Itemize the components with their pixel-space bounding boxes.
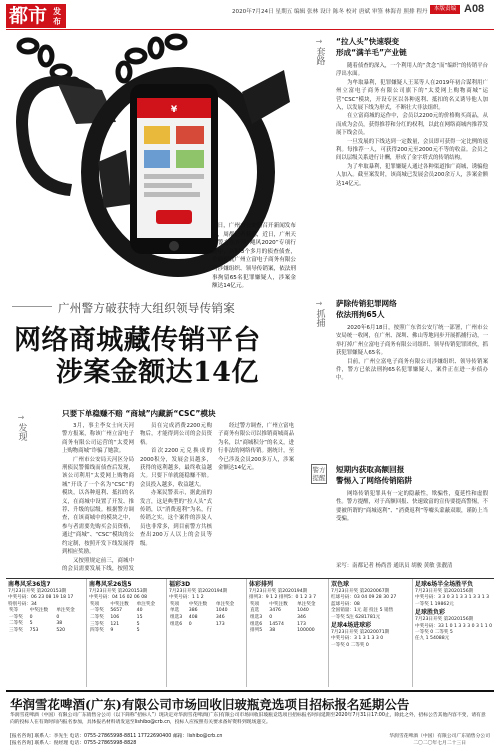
table-cell: 5657	[110, 608, 123, 614]
main-headline-line2: 涉案金额达14亿	[56, 357, 259, 388]
table-cell: 15	[136, 615, 143, 620]
table-cell: 0	[188, 621, 192, 627]
ticker-title: 足球4场进球彩	[331, 622, 372, 630]
ticker-row: 排列3：9 1 2 排列5：0 1 2 3 7	[249, 595, 317, 601]
page-number: A08	[464, 3, 485, 15]
table-cell: 753	[29, 628, 39, 633]
arrow-right-icon: →	[315, 299, 323, 308]
table-cell: 38	[269, 628, 276, 634]
ticker-row: 一等奖 1 19862元	[415, 601, 454, 607]
paragraph: 广州市公安局天河区分局刑侦民警循线而侦查后发现，该公司利用“太爱网上购物商城”开设了一个名为“CSC”的模块，以各种返利、抵扣的名义，在商城中设置了开发、推荐、升级的层级。根据警方调查，在该商城中的模块之中，参与者需要先购买会员资格，通过“商城”、“CSC”模块的公约定制，按照开发下线发展得到相应奖励。	[62, 456, 134, 556]
table-cell: 1040	[297, 608, 309, 614]
table-cell: 单注奖金	[297, 601, 316, 607]
table-cell: 中奖注数	[110, 601, 129, 607]
section-label-text: 发现	[16, 423, 27, 441]
arrow-right-icon: →	[17, 413, 25, 422]
header-rule	[6, 29, 494, 30]
paragraph: 3月，事主李女士向天河警方报案，称该广州立富电子商务有限公司运营的“太爱网上购物商城”诈骗了她款。	[62, 423, 134, 455]
ticker-row: 7月23日开奖 第2020153期	[89, 589, 148, 594]
ticker-table	[249, 602, 324, 635]
table-cell: 中奖注数	[269, 601, 288, 607]
ticker-col	[412, 579, 494, 687]
table-cell: 三等奖	[90, 621, 104, 627]
table-cell: 3476	[269, 608, 281, 614]
ticker-title: 南粤风采26选5	[89, 581, 132, 588]
ad-sign-company: 华润雪花啤酒（中国）有限公司广东销售分公司	[389, 734, 490, 739]
table-cell: 奖项	[170, 601, 180, 607]
section-label-text: 套路	[314, 47, 325, 65]
ad-signature	[389, 733, 490, 747]
svg-text:¥: ¥	[170, 105, 178, 115]
ticker-row: 7月23日开奖 第2020067期	[331, 589, 390, 594]
table-cell: 0	[29, 614, 33, 620]
paragraph: 为了牟取暴利，犯罪嫌疑人通过各种渠道推广商城，诱骗他人加入。截至案发时，该商城已发展会员200余万人，涉案金额达14亿元。	[336, 163, 488, 187]
table-cell: 386	[188, 608, 198, 614]
ticker-table	[169, 602, 242, 628]
table-cell: 直选	[250, 608, 260, 614]
ticker-row: 特别号码：34	[8, 601, 37, 607]
table-cell: 排列5	[250, 628, 263, 634]
section-label-text: 警方提醒	[312, 466, 326, 482]
ticker-title: 双色球	[331, 581, 350, 588]
paragraph: 目前，广州立富电子商务有限公司涉嫌组织、领导传销案件，警方已依法刑拘65名犯罪嫌疑人，案件正在进一步侦办中。	[336, 358, 488, 382]
ticker-row: 中奖号码：33 1 0 1 3 3 3 0 3 1 1 0	[415, 623, 493, 629]
story-d-subhead-2: 警惕入了网络传销陷阱	[336, 476, 412, 485]
section-label-arrest	[312, 298, 326, 327]
table-cell: 单注奖金	[56, 608, 75, 614]
ticker-row: 一等奖 5注 6281781元	[331, 614, 381, 620]
story-c-body	[336, 324, 488, 454]
lottery-ticker	[6, 578, 494, 686]
table-cell: 单注奖金	[136, 601, 156, 607]
table-cell: 四等奖	[90, 628, 104, 634]
ticker-row: 7月23日开奖 第2020156期	[415, 589, 474, 594]
byline: 采写：南都记者 杨尚晋 通讯员 胡骏 黄敏 张靓清	[336, 563, 453, 569]
table-cell: 5	[136, 621, 140, 627]
table-cell: 106	[110, 615, 120, 620]
table-cell: 单注奖金	[215, 601, 235, 607]
section-masthead	[6, 4, 66, 28]
ticker-col	[246, 579, 326, 687]
story-d-subhead-1: 短期内获取高额回报	[336, 465, 405, 474]
table-cell: 408	[188, 615, 198, 620]
main-headline-line1: 网络商城藏传销平台	[14, 325, 261, 356]
table-cell: 奖项	[90, 601, 100, 607]
ticker-title: 南粤风采36选7	[8, 581, 51, 588]
paragraph: 随着侦查的深入，一个利用人的“贪念”而“编织”的传销平台浮出水面。	[336, 63, 488, 78]
paragraph: 员在完成消费2200元购物后，才能得到公司的会员资格。	[140, 423, 212, 446]
ad-body: 华润雪花啤酒（中国）有限公司广东销售分公司（以下简称“招标人”）现决定对华润雪花啤酒(广东)有限公司市场回收旧玻瓶竞选项目招标报名时间延期至2020年7月31日17:00止，除此之外，招标公告其他内容不变，请有意向的投标人在有效时间内报名参加，具体报名材料请发送至lishibo@crb.cn，投标人应按照有关要求备好资料到现场递交。	[10, 713, 486, 726]
table-cell: 9	[110, 628, 114, 634]
table-cell: 二等奖	[9, 621, 23, 627]
ticker-table	[89, 602, 162, 635]
section-title: 都市	[9, 5, 48, 27]
ad-title: 华润雪花啤酒(广东)有限公司市场回收旧玻瓶竞选项目招标报名延期公告	[10, 697, 410, 712]
tender-notice-ad	[6, 690, 494, 746]
ticker-row: 红球号码：03 04 09 28 30 27	[331, 595, 397, 601]
ticker-table	[8, 608, 82, 634]
story-b-subhead-2: 形成“满羊毛”产业链	[336, 48, 407, 57]
table-cell: 中奖注数	[188, 601, 208, 607]
table-cell: 38	[56, 621, 63, 627]
table-cell: 组选3	[250, 615, 263, 620]
kicker-rule	[12, 306, 52, 307]
table-cell: 奖等	[9, 608, 19, 614]
table-cell: 单选	[170, 608, 180, 614]
ticker-row: 7月23日开奖 第2020071期	[331, 630, 390, 636]
section-label-discover	[14, 412, 28, 441]
ticker-row: 中奖号码：06 23 08 19 18 17	[8, 595, 74, 601]
main-col-1	[62, 422, 134, 572]
ticker-row: 一等奖 0 二等奖 0	[331, 642, 369, 648]
main-subhead: 只要下单稳赚不赔 “商城”内藏新“CSC”模块	[62, 409, 216, 418]
table-cell: 三等奖	[9, 628, 23, 633]
table-cell: 中奖注数	[29, 608, 49, 614]
table-cell: 5	[136, 628, 140, 634]
paragraph: 办案民警表示，据此前的发言，这是典型的“拉人头”式传销，以“消费返利”为名，行传销之实。这个案件的涉及人员也非常多，到目前警方共核查出200万人以上的会员等级。	[140, 490, 212, 547]
section-label-routine	[312, 36, 326, 65]
story-c-subhead-2: 依法刑拘65人	[336, 310, 385, 319]
ticker-row: 7月23日开奖 第2020156期	[415, 617, 474, 623]
photo-caption: 昨日，广州市公安局召开新闻发布会，周都记者获悉，近日，广州天河警方在开展“飓风2020”专项行动中，历时3个多月的侦查侦查，全面彻底广州立富电子商务有限公司涉嫌组织、领导传销案，依法刑事拘留65名犯罪嫌疑人，涉案金额达14亿元。	[212, 223, 296, 290]
table-cell: 121	[110, 621, 120, 627]
table-cell: 40	[136, 608, 143, 614]
table-cell: 奖项	[250, 601, 260, 607]
ad-contact-line: [报名咨询] 联系人：李先生 电话：0755-27865998-8811 17722690400 邮箱：lishibo@crb.cn	[10, 734, 223, 739]
section-subtitle: 发布	[53, 6, 61, 26]
edition-meta: 2020年7月24日 星期五 编辑 张林 设计 陈冬 校对 唐斌 审签 林海青 照排 程丹	[232, 9, 428, 15]
editor-tag: 本版责编	[430, 5, 460, 14]
paragraph: 网络传销犯罪具有一定的隐蔽性，欺骗性，蔓延性和虚假性。警方提醒，对于高额回报、快速致富的宣传要提高警惕，不要被所谓的“商城返利”、“消费返利”等噱头蒙蔽双眼，谨防上当受骗。	[336, 491, 488, 523]
ticker-row: 蓝球号码：08	[331, 601, 360, 607]
table-cell: 一等奖	[90, 608, 104, 614]
ticker-row: 全国销量：1元 超 投注 5 销售	[331, 608, 394, 614]
story-c-subhead-1: 萨除传销犯罪网络	[336, 299, 397, 308]
table-cell: 100000	[297, 628, 315, 634]
table-cell: 0	[269, 615, 273, 620]
table-cell: 14574	[269, 621, 284, 627]
ticker-title: 足球胜负彩	[415, 609, 446, 617]
ticker-col	[166, 579, 244, 687]
section-label-police-tip	[311, 464, 327, 484]
phone-icon	[130, 84, 218, 254]
table-cell: 346	[215, 615, 225, 620]
ticker-col	[6, 579, 84, 687]
table-cell: 173	[297, 621, 306, 627]
paragraph: 一旦发展的下线达到一定数量，会员即可获得一定比例的返利。每推荐一人，可获得200元至2000元不等的收益。会员之间以层级关系进行计酬，形成了金字塔式的传销结构。	[336, 138, 488, 162]
ticker-title: 足球6场半全场胜平负	[415, 581, 474, 588]
arrow-right-icon: →	[315, 37, 323, 46]
table-cell: 组选6	[250, 621, 263, 627]
ticker-row: 7月23日开奖 第2020153期	[8, 589, 67, 594]
ticker-col	[328, 579, 410, 687]
table-cell: 346	[297, 615, 306, 620]
table-cell: 一等奖	[9, 614, 23, 620]
ticker-row: 中奖号码：1 1 2	[169, 595, 204, 601]
ticker-title: 福彩3D	[169, 581, 191, 588]
ticker-row: 中奖号码：04 16 02 06 08	[89, 595, 148, 601]
ticker-row: 中奖号码：3 1 3 1 3 3 0	[331, 636, 384, 642]
ad-sign-date: 二〇二〇年七月二十三日	[413, 741, 467, 746]
table-cell: 0	[56, 614, 60, 620]
ticker-title: 体彩排列	[249, 581, 274, 588]
table-cell: 1040	[215, 608, 228, 614]
table-cell: 二等奖	[90, 615, 104, 620]
table-cell: 组选6	[170, 621, 183, 627]
table-cell: 组选3	[170, 615, 183, 620]
paragraph: 经过警方调查，广州立富电子商务有限公司以推销商城商品为名，以“商城积分”的名义，进行非法的网络传销。据统计，至今已涉及会员200多万人，涉案金额达14亿元。	[218, 423, 294, 472]
ticker-col	[86, 579, 164, 687]
story-b-body	[336, 62, 488, 290]
paragraph: 首次2200元兑换成的2000积分，发展会员越多，获得的返利越多，最终收益越大。只要下单就能稳赚不赔。会员投入越多，收益越大。	[140, 448, 212, 488]
section-label-text: 抓捕	[314, 309, 325, 327]
ad-contact-line: [报名咨询] 联系人：倪经理 电话：0755-27865998-8828	[10, 741, 137, 746]
table-cell: 520	[56, 628, 66, 633]
paragraph: 2020年6月18日，按照广东省公安厅统一部署，广州市公安局统一收网，在广州、深圳、佛山等地同步开展抓捕行动，一举打掉广州立富电子商务有限公司组织、领导传销犯罪团伙，抓获犯罪嫌疑人65名。	[336, 325, 488, 357]
paragraph: 为牟取暴利，犯罪嫌疑人王某等人在2019年初合谋利用广州立富电子商务有限公司旗下的“太爱网上购物商城”运营“CSC”模块，开设专区以各种返利、抵扣的名义诱导他人加入，以发展下线为形式，不断壮大非法组织。	[336, 79, 488, 112]
ticker-row: 7月23日开奖 第2020194期	[249, 589, 308, 594]
main-col-2	[140, 422, 212, 572]
ticker-row: 中奖号码：3 3 0 3 1 3 3 1 3 3 1 3	[415, 595, 490, 601]
table-cell: 173	[215, 621, 225, 627]
story-b-subhead-1: “拉人头”快速裂变	[336, 37, 400, 46]
headline-kicker: 广州警方破获特大组织领导传销案	[58, 303, 235, 315]
paragraph: 又按照规定前三，商城中的会员需要发展下线，按照发	[62, 557, 134, 572]
ticker-row: 7月23日开奖 第2020194期	[169, 589, 228, 594]
story-d-body	[336, 490, 488, 552]
paragraph: 在立富商城的运作中，会员以2200元的价格购买商品，从而成为会员，获得推荐和分红的权利，以此在网络商城内推荐发展下线会员。	[336, 113, 488, 137]
ticker-row: 一等奖 0 二等奖 5	[415, 630, 453, 636]
table-cell: 5	[29, 621, 33, 627]
ticker-row: 任九 1 54088元	[415, 636, 450, 642]
main-col-3	[218, 422, 294, 572]
